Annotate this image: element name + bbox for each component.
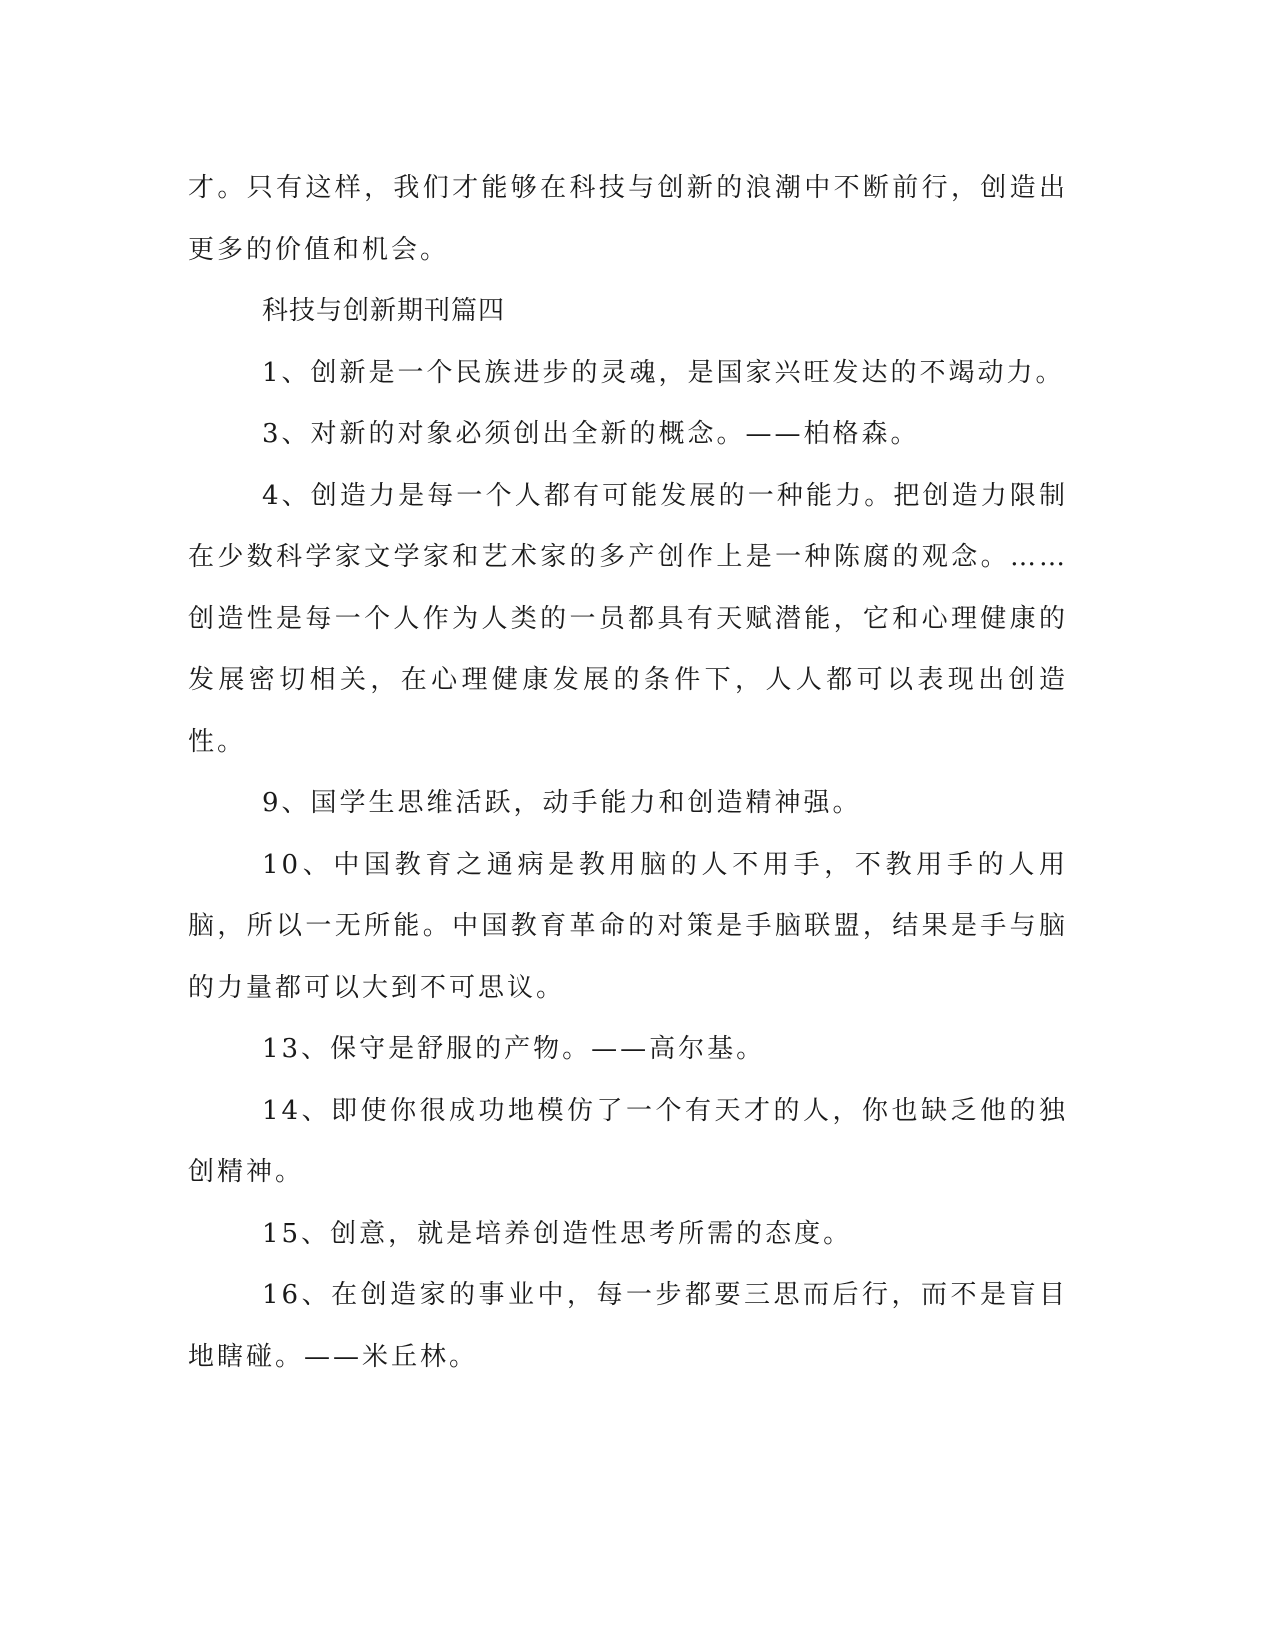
document-body (188, 158, 1068, 1388)
quote-item: 1、创新是一个民族进步的灵魂，是国家兴旺发达的不竭动力。 (262, 357, 1065, 388)
quote-item: 15、创意，就是培养创造性思考所需的态度。 (262, 1218, 853, 1249)
quote-item: 9、国学生思维活跃，动手能力和创造精神强。 (262, 788, 862, 818)
quote-item: 13、保守是舒服的产物。——高尔基。 (262, 1034, 766, 1064)
section-heading: 科技与创新期刊篇四 (262, 296, 506, 326)
paragraph-continuation: 才。只有这样，我们才能够在科技与创新的浪潮中不断前行，创造出更多的价值和机会。 (188, 173, 1068, 265)
quote-item: 10、中国教育之通病是教用脑的人不用手，不教用手的人用脑，所以一无所能。中国教育革命的对策是手脑联盟，结果是手与脑的力量都可以大到不可思议。 (188, 849, 1068, 1003)
quote-item: 16、在创造家的事业中，每一步都要三思而后行，而不是盲目地瞎碰。——米丘林。 (188, 1280, 1068, 1372)
quote-item: 3、对新的对象必须创出全新的概念。——柏格森。 (262, 419, 920, 449)
quote-item: 14、即使你很成功地模仿了一个有天才的人，你也缺乏他的独创精神。 (188, 1095, 1068, 1187)
quote-item: 4、创造力是每一个人都有可能发展的一种能力。把创造力限制在少数科学家文学家和艺术家的多产创作上是一种陈腐的观念。……创造性是每一个人作为人类的一员都具有天赋潜能，它和心理健康的发展密切相关，在心理健康发展的条件下，人人都可以表现出创造性。 (188, 480, 1068, 757)
